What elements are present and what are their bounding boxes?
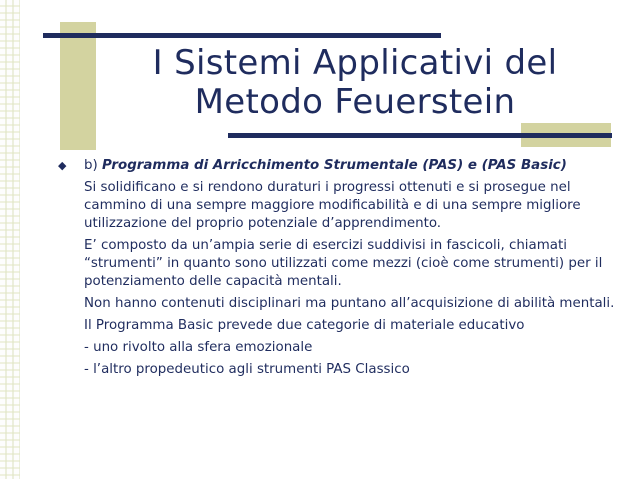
paragraph-3: Non hanno contenuti disciplinari ma puntano all’acquisizione di abilità mentali.: [84, 296, 615, 311]
title-line-1: I Sistemi Applicativi del: [152, 43, 558, 83]
paragraph-5: - uno rivolto alla sfera emozionale: [84, 340, 313, 355]
decorative-line-bottom: [228, 133, 612, 138]
diamond-bullet-icon: ◆: [58, 159, 67, 172]
bullet-item: [60, 157, 620, 175]
heading-prefix: b): [84, 158, 102, 173]
paragraph-4: Il Programma Basic prevede due categorie di materiale educativo: [84, 318, 525, 333]
paragraph-1: Si solidificano e si rendono duraturi i progressi ottenuti e si prosegue nel cammino di una sempre maggiore modificabilità e di una sempre migliore utilizzazione del proprio potenziale d’apprendimento.: [84, 180, 581, 231]
decorative-line-top: [43, 33, 441, 38]
decorative-block-top: [60, 22, 96, 150]
title-line-2: Metodo Feuerstein: [194, 82, 516, 122]
paragraph-6: - l’altro propedeutico agli strumenti PAS Classico: [84, 362, 410, 377]
slide-title: [110, 44, 600, 122]
slide-body: [60, 157, 620, 383]
heading-bold: Programma di Arricchimento Strumentale (PAS) e (PAS Basic): [101, 158, 567, 173]
paragraph-2: E’ composto da un’ampia serie di esercizi suddivisi in fascicoli, chiamati “strumenti” in quanto sono utilizzati come mezzi (cioè come strumenti) per il potenziamento delle capacità mentali.: [84, 238, 603, 289]
decorative-stripes: [0, 0, 20, 479]
